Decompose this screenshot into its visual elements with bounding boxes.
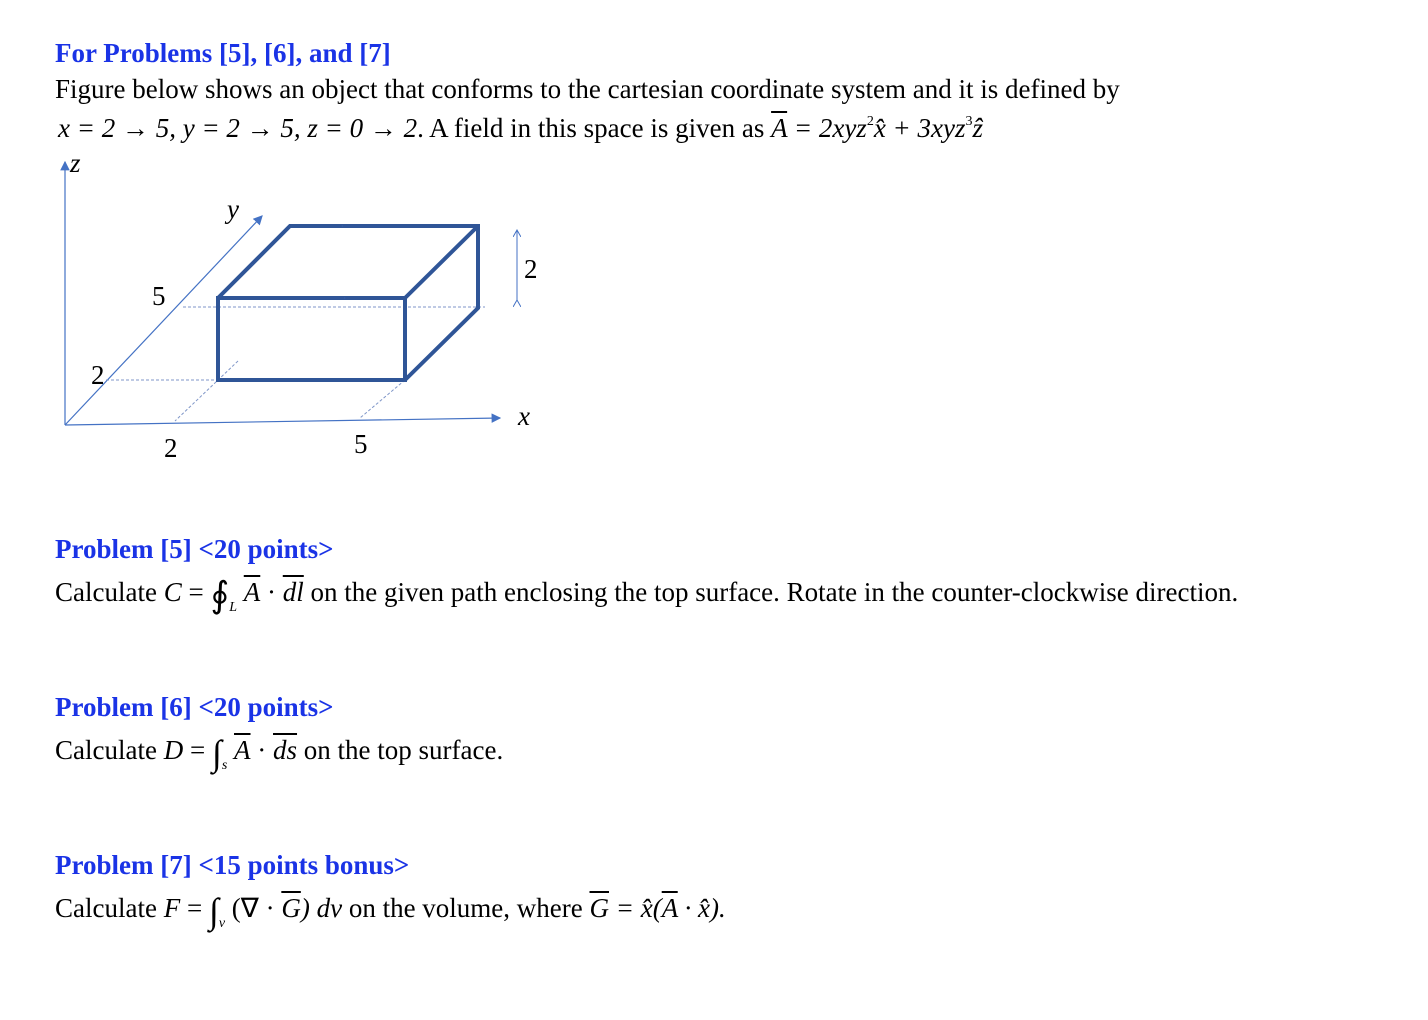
y-label: y [227, 194, 239, 224]
box [218, 226, 478, 380]
guide-lines [106, 307, 485, 421]
x-tick-5: 5 [354, 429, 368, 459]
field-term1: = 2xyz [787, 113, 867, 143]
field-term2: + 3xyz [885, 113, 966, 143]
x-axis [65, 418, 500, 425]
intro-heading: For Problems [5], [6], and [7] [55, 38, 391, 68]
exponent: 2 [866, 114, 874, 129]
box-figure [0, 0, 600, 480]
y-tick-2: 2 [91, 360, 105, 390]
x-label: x [518, 401, 530, 431]
field-lhs: $\overline{A}$ [771, 113, 788, 143]
y-axis [65, 216, 262, 425]
ranges: x = 2 → 5, y = 2 → 5, z = 0 → 2 [58, 113, 418, 143]
x-tick-2: 2 [164, 433, 178, 463]
problem-7-heading: Problem [7] <15 points bonus> [55, 850, 410, 880]
intro-line1: Figure below shows an object that conforms to the cartesian coordinate system and it is defined by [55, 74, 1120, 104]
problem-7-text: Calculate $F = \int_v$ (∇ · $\overline{G}$) dv on the volume, where $\overline{G}$ = $x̂(\overline{A}$ · x̂). [55, 891, 726, 931]
zhat: ẑ [972, 113, 984, 143]
z-label: z [70, 148, 81, 178]
problem-5-text: Calculate $C = ∮_L$ $\overline{A} \cdot \overline{dl}$ on the given path enclosing the top surface. Rotate in the counter-clockwise direction. [55, 575, 1239, 615]
exponent: 3 [965, 114, 973, 129]
y-tick-5: 5 [152, 281, 166, 311]
problem-6-text: Calculate $D = \int_s$ $\overline{A} \cdot \overline{ds}$ on the top surface. [55, 733, 504, 773]
problem-6-heading: Problem [6] <20 points> [55, 692, 334, 722]
axes [65, 162, 500, 425]
problem-5-heading: Problem [5] <20 points> [55, 534, 334, 564]
field-text: . A field in this space is given as [417, 113, 765, 143]
xhat: x̂ [873, 113, 886, 143]
height-label: 2 [524, 254, 538, 284]
